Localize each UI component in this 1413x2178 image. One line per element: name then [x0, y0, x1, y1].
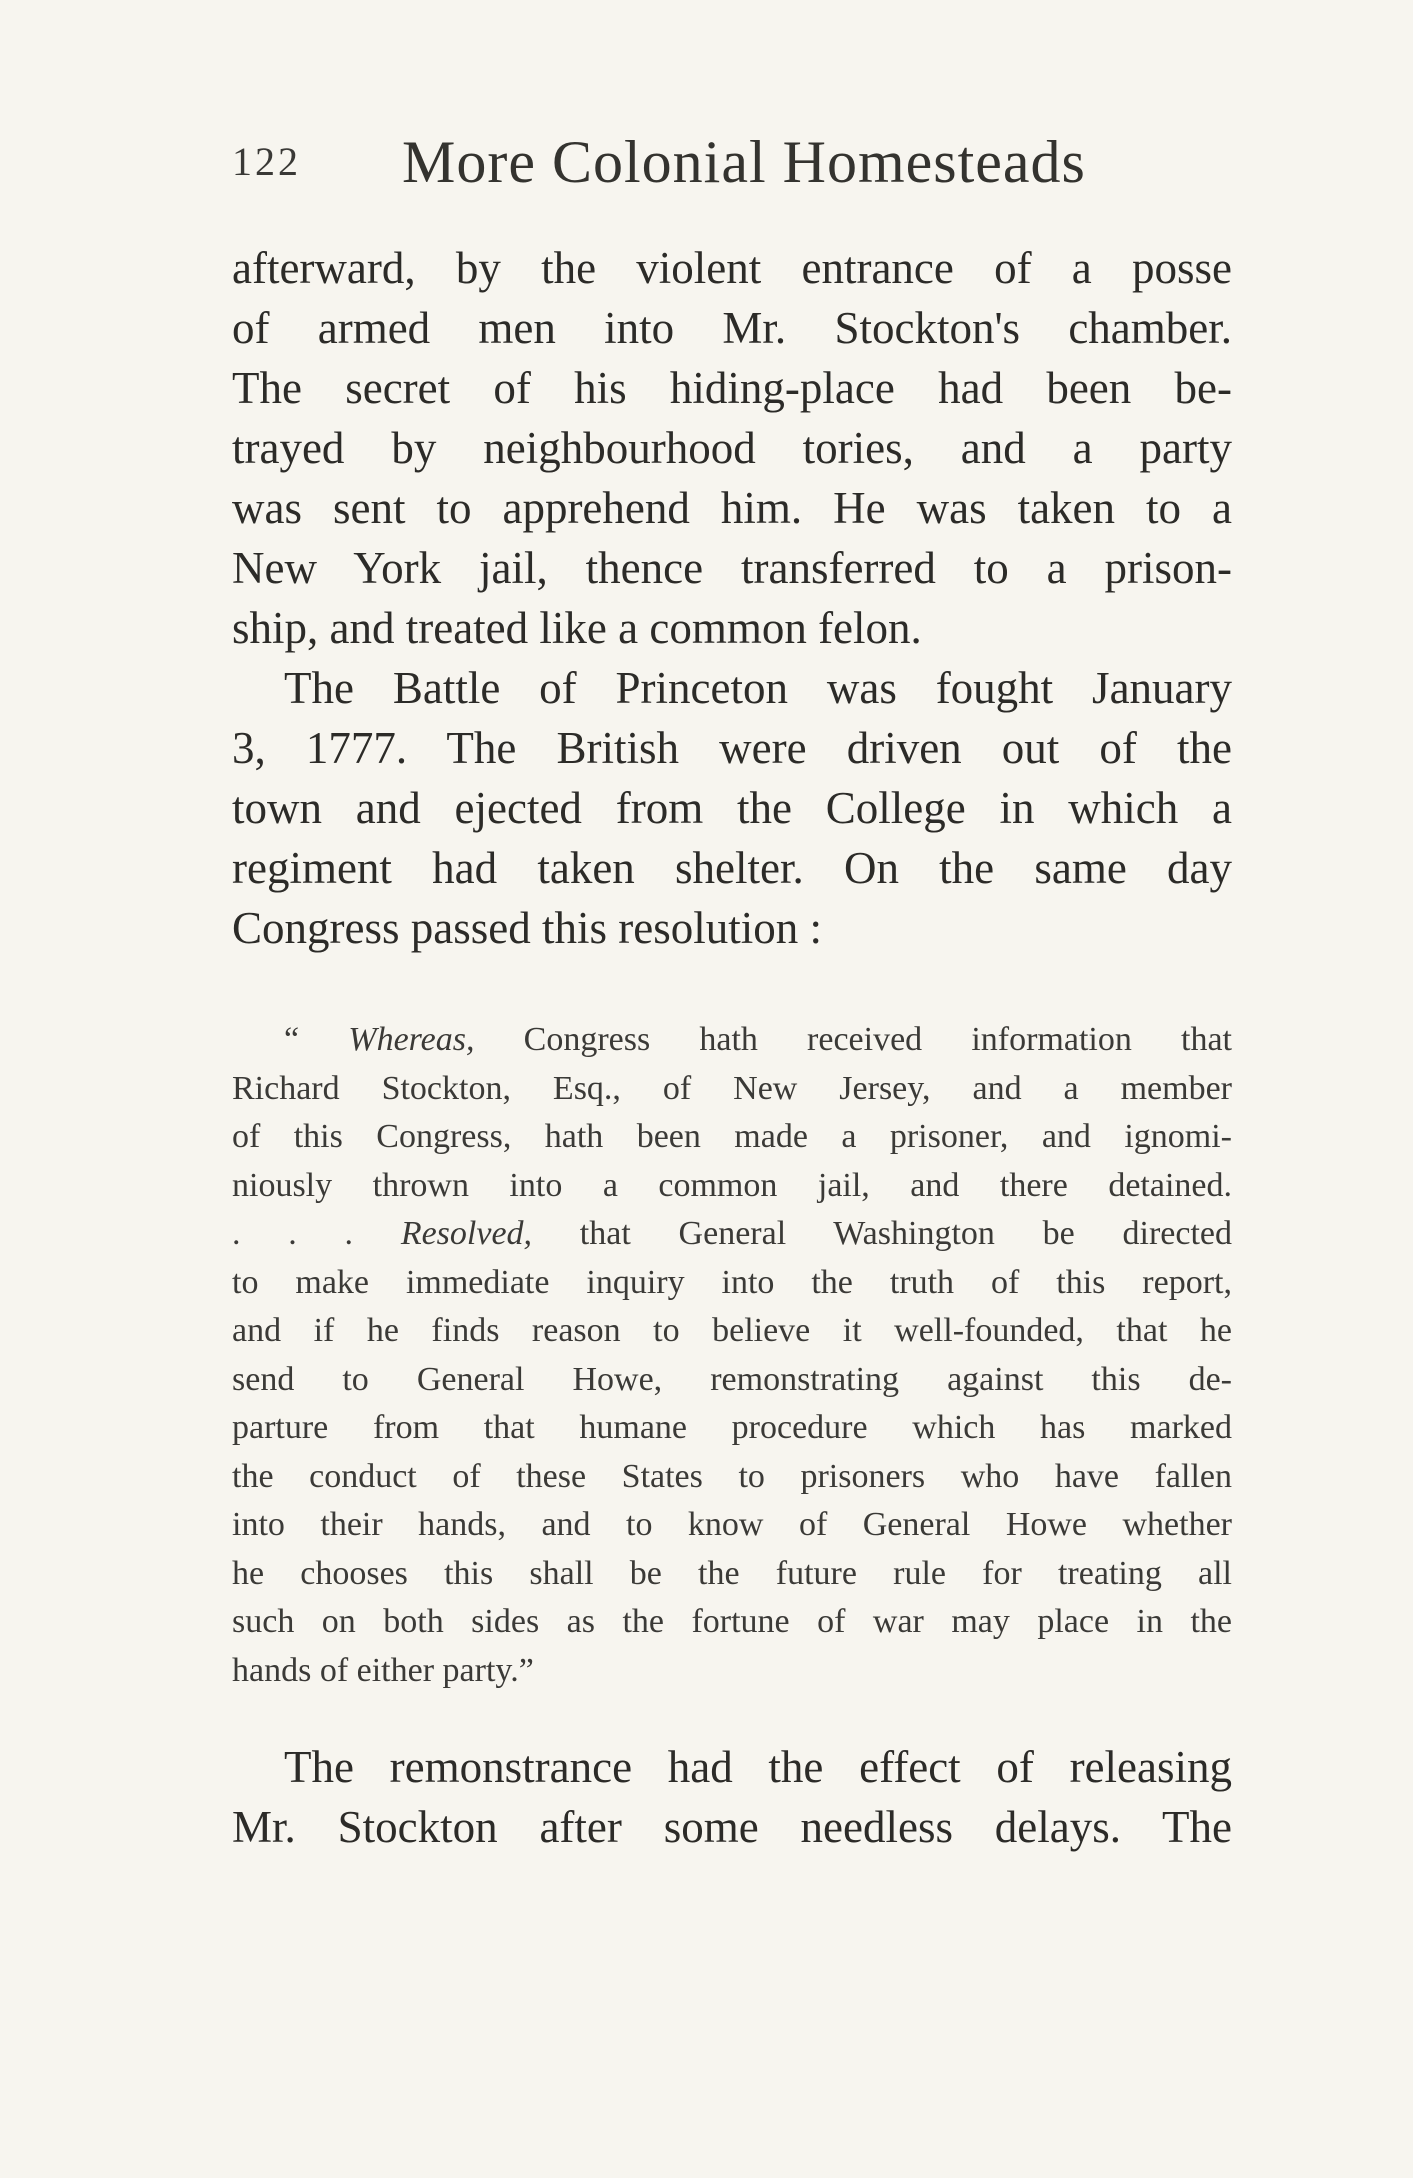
- paragraph-stockton-arrest: [232, 238, 1232, 658]
- quote-line: and if he finds reason to believe it well-founded, that he: [232, 1312, 1232, 1349]
- text-line: Congress passed this resolution :: [232, 903, 822, 953]
- text-line: The remonstrance had the effect of releasing: [284, 1742, 1232, 1792]
- text-line: was sent to apprehend him. He was taken to a: [232, 483, 1232, 533]
- running-title: More Colonial Homesteads: [402, 129, 1086, 195]
- text-line: 3, 1777. The British were driven out of the: [232, 723, 1232, 773]
- text-line: of armed men into Mr. Stockton's chamber.: [232, 303, 1232, 353]
- text-line: town and ejected from the College in which a: [232, 783, 1232, 833]
- quote-line: to make immediate inquiry into the truth of this report,: [232, 1263, 1232, 1301]
- text-line: The Battle of Princeton was fought January: [284, 663, 1232, 713]
- text-line: Mr. Stockton after some needless delays. The: [232, 1802, 1232, 1852]
- quote-line: he chooses this shall be the future rule for treating all: [232, 1554, 1232, 1592]
- text-line: The secret of his hiding-place had been be-: [232, 363, 1232, 413]
- open-quote-mark: “: [284, 1021, 300, 1058]
- paragraph-remonstrance: [232, 1737, 1232, 1857]
- text-line: regiment had taken shelter. On the same day: [232, 843, 1232, 893]
- resolved-italic: Resolved,: [400, 1215, 533, 1252]
- quote-line-text: that General Washington be directed: [532, 1215, 1233, 1252]
- quote-line: the conduct of these States to prisoners who have fallen: [232, 1457, 1232, 1495]
- quote-line: into their hands, and to know of General Howe whether: [232, 1506, 1232, 1543]
- quote-line: Richard Stockton, Esq., of New Jersey, and a member: [232, 1069, 1232, 1107]
- quote-line-text: Congress hath received information that: [474, 1021, 1233, 1058]
- text-line: afterward, by the violent entrance of a posse: [232, 243, 1232, 293]
- quote-line: send to General Howe, remonstrating against this de-: [232, 1360, 1232, 1398]
- quote-line: [232, 1210, 1232, 1259]
- text-line: trayed by neighbourhood tories, and a party: [232, 423, 1232, 473]
- quote-line: such on both sides as the fortune of war may place in the: [232, 1603, 1232, 1640]
- whereas-italic: Whereas,: [348, 1021, 475, 1058]
- paragraph-battle-of-princeton: [232, 658, 1232, 958]
- quote-line: of this Congress, hath been made a prisoner, and ignomi-: [232, 1118, 1232, 1155]
- page-number: 122: [232, 139, 301, 184]
- text-line: New York jail, thence transferred to a prison-: [232, 543, 1232, 593]
- quote-line: hands of either party.”: [232, 1651, 534, 1689]
- quote-line: [232, 1016, 1232, 1065]
- quote-line: parture from that humane procedure which has marked: [232, 1409, 1232, 1446]
- text-line: ship, and treated like a common felon.: [232, 603, 922, 653]
- page-header: [232, 128, 1232, 208]
- congress-resolution-quote: [232, 1016, 1232, 1695]
- ellipsis: . . .: [232, 1215, 401, 1252]
- quote-line: niously thrown into a common jail, and there detained.: [232, 1166, 1232, 1204]
- body-text: [232, 238, 1232, 1857]
